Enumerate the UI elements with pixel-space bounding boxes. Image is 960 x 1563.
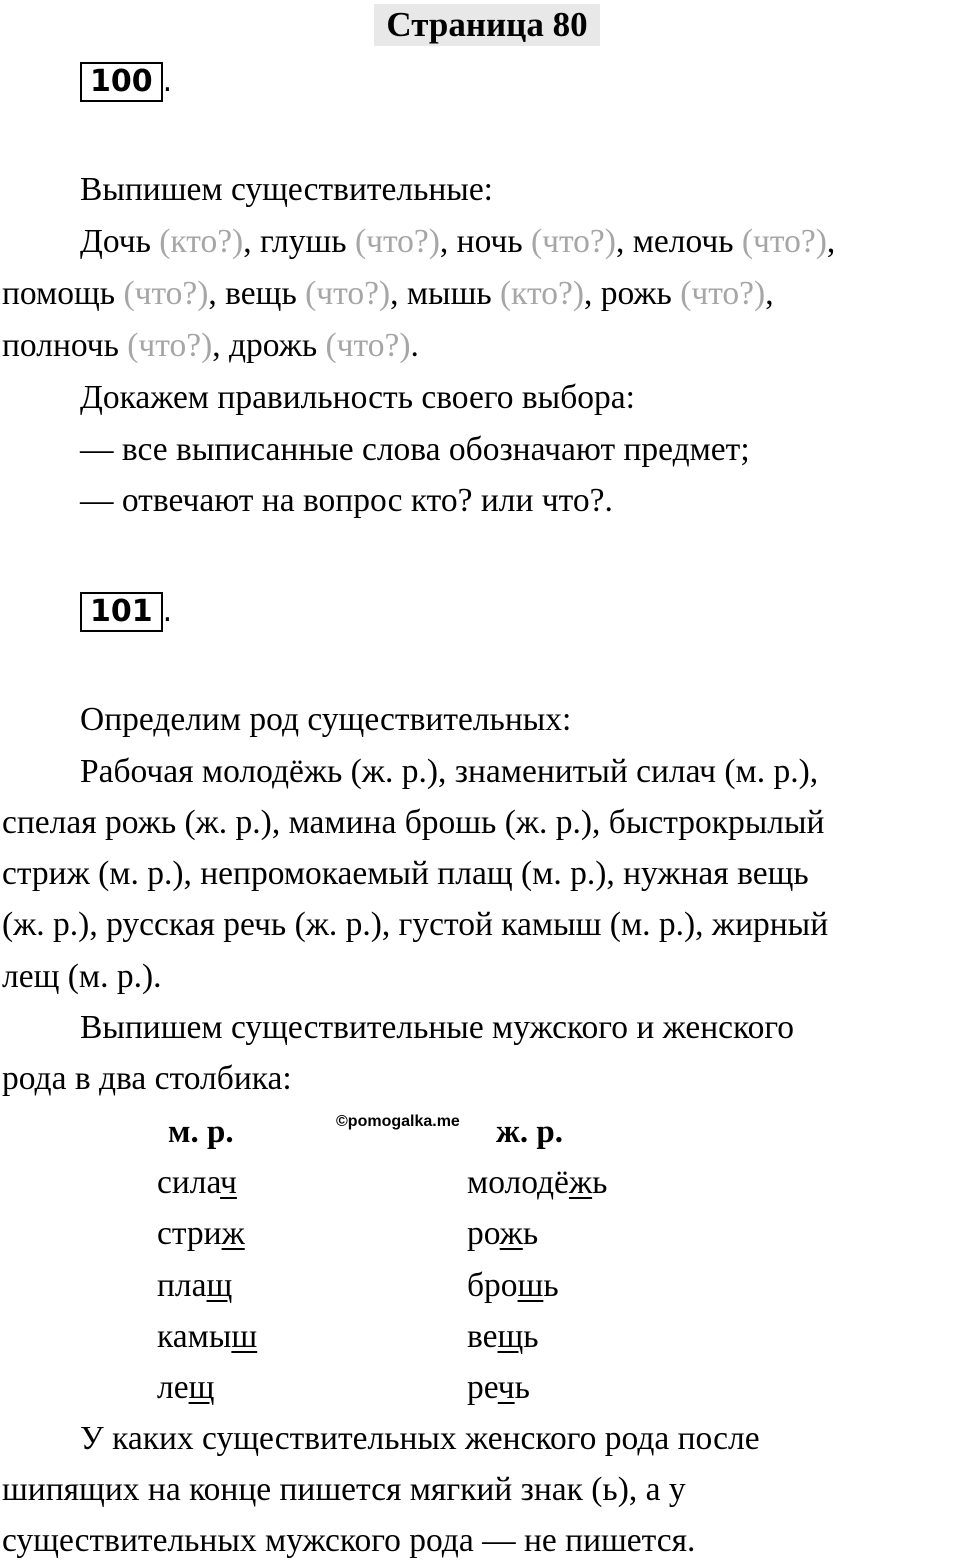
word-tail: ь xyxy=(592,1164,608,1201)
page-title: Страница 80 xyxy=(374,4,600,46)
word: . xyxy=(410,327,419,364)
question-hint: (что?) xyxy=(123,275,209,312)
word: Дочь xyxy=(80,223,151,260)
word: , мышь xyxy=(390,275,492,312)
task100-line-2 xyxy=(2,274,774,314)
word-ending: ж xyxy=(568,1164,593,1201)
task101-para1-line: (ж. р.), русская речь (ж. р.), густой камыш (м. р.), жирный xyxy=(2,906,829,943)
word: , ночь xyxy=(439,223,523,260)
word-ending: ч xyxy=(497,1369,515,1406)
task101-conclusion-line: шипящих на конце пишется мягкий знак (ь), а у xyxy=(2,1471,686,1508)
word-ending: ш xyxy=(231,1318,258,1355)
word: , xyxy=(765,275,774,312)
word-stem: сила xyxy=(157,1164,221,1201)
word-ending: щ xyxy=(497,1318,524,1355)
masculine-word xyxy=(157,1368,214,1408)
question-hint: (что?) xyxy=(325,327,411,364)
masculine-word xyxy=(157,1214,245,1254)
question-hint: (что?) xyxy=(354,223,440,260)
task100-proof-1: — все выписанные слова обозначают предмет; xyxy=(80,431,750,468)
word-stem: молодё xyxy=(467,1164,569,1201)
task100-proof-intro: Докажем правильность своего выбора: xyxy=(80,379,635,416)
word-ending: щ xyxy=(206,1267,233,1304)
masculine-column-header: м. р. xyxy=(168,1114,234,1150)
question-hint: (что?) xyxy=(741,223,827,260)
feminine-word xyxy=(467,1368,530,1408)
feminine-word xyxy=(467,1317,539,1357)
question-hint: (что?) xyxy=(680,275,766,312)
word-ending: щ xyxy=(188,1369,215,1406)
task-number-dot: . xyxy=(162,594,173,629)
question-hint: (кто?) xyxy=(159,223,244,260)
task101-para1-line: спелая рожь (ж. р.), мамина брошь (ж. р.), быстрокрылый xyxy=(2,804,825,841)
word: , мелочь xyxy=(615,223,734,260)
task-number-101 xyxy=(80,592,172,630)
word: , рожь xyxy=(583,275,672,312)
word-ending: ж xyxy=(221,1215,245,1252)
word-stem: камы xyxy=(157,1318,232,1355)
word-ending: ч xyxy=(220,1164,237,1201)
word: , глушь xyxy=(243,223,347,260)
word-stem: ро xyxy=(467,1215,500,1252)
question-hint: (что?) xyxy=(127,327,213,364)
task100-intro: Выпишем существительные: xyxy=(80,171,493,208)
task-number-dot: . xyxy=(162,64,173,99)
task101-para1-line: Рабочая молодёжь (ж. р.), знаменитый силач (м. р.), xyxy=(80,753,819,790)
masculine-word xyxy=(157,1317,257,1357)
task101-para1-line: лещ (м. р.). xyxy=(2,958,162,995)
masculine-word xyxy=(157,1163,237,1203)
task-number-box: 101 xyxy=(80,592,163,632)
word-ending: ж xyxy=(499,1215,523,1252)
word-stem: пла xyxy=(157,1267,207,1304)
task101-para2-line: рода в два столбика: xyxy=(2,1060,292,1097)
task100-line-1 xyxy=(80,222,835,262)
task-number-box: 100 xyxy=(80,62,163,102)
word-stem: ре xyxy=(467,1369,498,1406)
word-stem: ве xyxy=(467,1318,498,1355)
task101-intro: Определим род существительных: xyxy=(80,701,572,738)
word: , дрожь xyxy=(212,327,318,364)
question-hint: (кто?) xyxy=(500,275,584,312)
question-hint: (что?) xyxy=(305,275,391,312)
word: помощь xyxy=(2,275,116,312)
feminine-word xyxy=(467,1163,607,1203)
word-tail: ь xyxy=(543,1267,559,1304)
task101-conclusion-line: существительных мужского рода — не пишется. xyxy=(2,1522,696,1559)
word: , вещь xyxy=(208,275,297,312)
task-number-100 xyxy=(80,62,172,100)
task101-para1-line: стриж (м. р.), непромокаемый плащ (м. р.), нужная вещь xyxy=(2,855,809,892)
word-stem: стри xyxy=(157,1215,222,1252)
task100-line-3 xyxy=(2,326,419,366)
feminine-column-header: ж. р. xyxy=(496,1114,564,1150)
task101-conclusion-line: У каких существительных женского рода после xyxy=(80,1420,760,1457)
task101-para2-line: Выпишем существительные мужского и женского xyxy=(80,1009,794,1046)
masculine-word xyxy=(157,1266,232,1306)
question-hint: (что?) xyxy=(530,223,616,260)
task100-proof-2: — отвечают на вопрос кто? или что?. xyxy=(80,482,613,519)
word-ending: ш xyxy=(517,1267,544,1304)
word: полночь xyxy=(2,327,119,364)
word-tail: ь xyxy=(522,1215,539,1252)
watermark: ©pomogalka.me xyxy=(336,1113,460,1130)
word-stem: ле xyxy=(157,1369,189,1406)
feminine-word xyxy=(467,1266,559,1306)
word-tail: ь xyxy=(523,1318,539,1355)
word: , xyxy=(826,223,836,260)
word-tail: ь xyxy=(514,1369,530,1406)
word-stem: бро xyxy=(467,1267,518,1304)
feminine-word xyxy=(467,1214,538,1254)
